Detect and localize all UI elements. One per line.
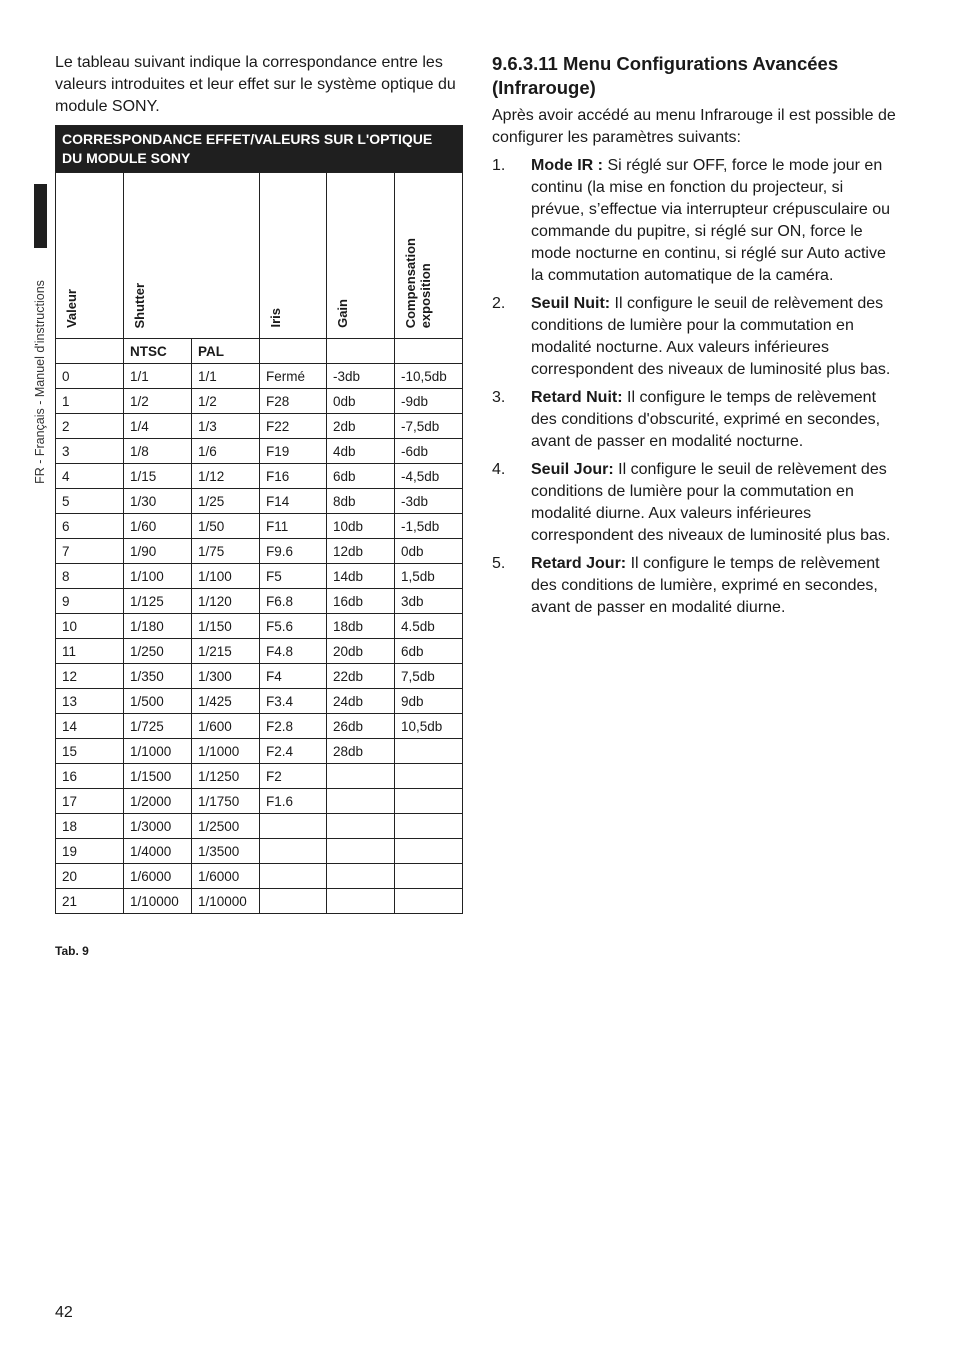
cell-gain: -3db (327, 364, 395, 389)
cell-iris: F22 (260, 414, 327, 439)
cell-iris: F19 (260, 439, 327, 464)
item-term: Retard Nuit: (531, 389, 623, 406)
cell-shutter-pal: 1/6000 (192, 864, 260, 889)
item-number: 1. (492, 157, 506, 174)
cell-valeur: 21 (56, 889, 124, 914)
cell-iris: F2.4 (260, 739, 327, 764)
cell-shutter-pal: 1/2 (192, 389, 260, 414)
cell-shutter-ntsc: 1/725 (124, 714, 192, 739)
table-title: CORRESPONDANCE EFFET/VALEURS SUR L'OPTIQUE DU MODULE SONY (56, 126, 463, 173)
cell-shutter-ntsc: 1/180 (124, 614, 192, 639)
cell-gain (327, 864, 395, 889)
header-gain: Gain (327, 173, 395, 339)
cell-valeur: 6 (56, 514, 124, 539)
cell-valeur: 12 (56, 664, 124, 689)
table-row (56, 689, 463, 714)
cell-shutter-ntsc: 1/2000 (124, 789, 192, 814)
item-number: 5. (492, 555, 506, 572)
list-item (492, 387, 897, 453)
item-term: Retard Jour: (531, 555, 627, 572)
cell-compensation: -4,5db (395, 464, 463, 489)
table-row (56, 789, 463, 814)
cell-shutter-ntsc: 1/15 (124, 464, 192, 489)
cell-valeur: 14 (56, 714, 124, 739)
table-row (56, 439, 463, 464)
side-label: FR - Français - Manuel d'instructions (33, 280, 47, 484)
cell-valeur: 8 (56, 564, 124, 589)
item-text: Il configure le temps de relèvement des conditions de lumière, exprimé en secondes, avant de passer en modalité diurne. (531, 555, 880, 616)
cell-valeur: 13 (56, 689, 124, 714)
item-body (531, 387, 897, 453)
cell-valeur: 2 (56, 414, 124, 439)
table-row (56, 564, 463, 589)
item-term: Mode IR : (531, 157, 603, 174)
cell-compensation: 7,5db (395, 664, 463, 689)
cell-iris: F9.6 (260, 539, 327, 564)
cell-shutter-pal: 1/75 (192, 539, 260, 564)
side-tab-marker (34, 184, 47, 248)
cell-shutter-pal: 1/150 (192, 614, 260, 639)
item-number: 4. (492, 461, 506, 478)
list-item (492, 553, 897, 619)
cell-shutter-pal: 1/215 (192, 639, 260, 664)
cell-shutter-pal: 1/1 (192, 364, 260, 389)
cell-valeur: 17 (56, 789, 124, 814)
cell-shutter-ntsc: 1/500 (124, 689, 192, 714)
cell-gain: 12db (327, 539, 395, 564)
cell-shutter-ntsc: 1/4 (124, 414, 192, 439)
cell-valeur: 1 (56, 389, 124, 414)
item-body (531, 155, 897, 287)
cell-iris: F28 (260, 389, 327, 414)
table-row (56, 464, 463, 489)
table-row (56, 364, 463, 389)
cell-valeur: 4 (56, 464, 124, 489)
cell-shutter-pal: 1/425 (192, 689, 260, 714)
cell-iris (260, 864, 327, 889)
table-row (56, 814, 463, 839)
table-row (56, 714, 463, 739)
cell-valeur: 18 (56, 814, 124, 839)
cell-shutter-pal: 1/6 (192, 439, 260, 464)
cell-compensation: 6db (395, 639, 463, 664)
cell-shutter-ntsc: 1/60 (124, 514, 192, 539)
table-row (56, 614, 463, 639)
cell-iris: F4 (260, 664, 327, 689)
table-row (56, 764, 463, 789)
cell-gain (327, 889, 395, 914)
cell-iris (260, 839, 327, 864)
cell-gain: 20db (327, 639, 395, 664)
cell-shutter-ntsc: 1/10000 (124, 889, 192, 914)
table-row (56, 514, 463, 539)
item-number: 3. (492, 389, 506, 406)
cell-iris: F16 (260, 464, 327, 489)
cell-gain: 8db (327, 489, 395, 514)
section-heading: 9.6.3.11 Menu Configurations Avancées (Infrarouge) (492, 53, 839, 98)
header-valeur: Valeur (56, 173, 124, 339)
item-text: Il configure le temps de relèvement des conditions d'obscurité, exprimé en secondes, avant de passer en modalité nocturne. (531, 389, 881, 450)
header-compensation: Compensation exposition (395, 173, 463, 339)
cell-iris (260, 814, 327, 839)
cell-iris: F2.8 (260, 714, 327, 739)
sub-pal: PAL (192, 339, 260, 364)
table-row (56, 389, 463, 414)
list-item (492, 293, 897, 381)
cell-shutter-pal: 1/600 (192, 714, 260, 739)
table-row (56, 864, 463, 889)
cell-compensation (395, 789, 463, 814)
cell-valeur: 10 (56, 614, 124, 639)
cell-shutter-ntsc: 1/1500 (124, 764, 192, 789)
cell-gain: 22db (327, 664, 395, 689)
item-term: Seuil Jour: (531, 461, 614, 478)
cell-compensation (395, 864, 463, 889)
cell-shutter-pal: 1/3 (192, 414, 260, 439)
cell-shutter-ntsc: 1/1000 (124, 739, 192, 764)
item-text: Il configure le seuil de relèvement des conditions de lumière pour la commutation en modalité nocturne. Aux valeurs inférieures correspondent des niveaux de luminosité plus bas. (531, 295, 891, 378)
cell-iris: F1.6 (260, 789, 327, 814)
cell-compensation (395, 839, 463, 864)
cell-compensation (395, 764, 463, 789)
cell-compensation: -6db (395, 439, 463, 464)
cell-compensation: 4.5db (395, 614, 463, 639)
sub-empty (395, 339, 463, 364)
cell-compensation (395, 739, 463, 764)
cell-gain: 24db (327, 689, 395, 714)
page-number: 42 (55, 1304, 73, 1321)
cell-valeur: 20 (56, 864, 124, 889)
sub-ntsc: NTSC (124, 339, 192, 364)
cell-shutter-pal: 1/1250 (192, 764, 260, 789)
table-row (56, 889, 463, 914)
cell-shutter-pal: 1/100 (192, 564, 260, 589)
cell-iris: F3.4 (260, 689, 327, 714)
cell-iris: F5 (260, 564, 327, 589)
table-row (56, 639, 463, 664)
header-shutter: Shutter (124, 173, 260, 339)
cell-shutter-pal: 1/3500 (192, 839, 260, 864)
item-text: Si réglé sur OFF, force le mode jour en continu (la mise en fonction du projecteur, si prévue, s’effectue via interrupteur crépusculaire ou commande du pupitre, si réglé sur ON, force le mode nocturne en continu, si réglé sur Auto active la commutation automatique de la caméra. (531, 157, 891, 284)
cell-gain (327, 839, 395, 864)
cell-shutter-ntsc: 1/8 (124, 439, 192, 464)
table-row (56, 664, 463, 689)
cell-shutter-ntsc: 1/350 (124, 664, 192, 689)
cell-iris: F4.8 (260, 639, 327, 664)
cell-compensation: -9db (395, 389, 463, 414)
section-advanced-ir (492, 52, 897, 625)
cell-gain (327, 764, 395, 789)
cell-compensation: -7,5db (395, 414, 463, 439)
table-row (56, 839, 463, 864)
cell-gain (327, 789, 395, 814)
cell-compensation: -3db (395, 489, 463, 514)
cell-gain: 2db (327, 414, 395, 439)
sub-empty (327, 339, 395, 364)
cell-shutter-ntsc: 1/90 (124, 539, 192, 564)
cell-iris (260, 889, 327, 914)
cell-shutter-pal: 1/2500 (192, 814, 260, 839)
cell-iris: F6.8 (260, 589, 327, 614)
cell-gain: 18db (327, 614, 395, 639)
cell-gain: 10db (327, 514, 395, 539)
cell-valeur: 3 (56, 439, 124, 464)
cell-shutter-ntsc: 1/1 (124, 364, 192, 389)
sony-optics-table (55, 125, 463, 914)
cell-shutter-pal: 1/120 (192, 589, 260, 614)
sub-empty (56, 339, 124, 364)
cell-shutter-ntsc: 1/4000 (124, 839, 192, 864)
item-number: 2. (492, 295, 506, 312)
cell-gain (327, 814, 395, 839)
cell-iris: F11 (260, 514, 327, 539)
table-row (56, 739, 463, 764)
cell-gain: 0db (327, 389, 395, 414)
cell-compensation: -10,5db (395, 364, 463, 389)
cell-shutter-pal: 1/300 (192, 664, 260, 689)
cell-shutter-ntsc: 1/100 (124, 564, 192, 589)
list-item (492, 155, 897, 287)
cell-gain: 28db (327, 739, 395, 764)
table-caption: Tab. 9 (55, 944, 89, 958)
cell-valeur: 11 (56, 639, 124, 664)
cell-compensation: 10,5db (395, 714, 463, 739)
cell-valeur: 19 (56, 839, 124, 864)
cell-gain: 26db (327, 714, 395, 739)
cell-iris: F14 (260, 489, 327, 514)
cell-compensation (395, 889, 463, 914)
cell-shutter-ntsc: 1/30 (124, 489, 192, 514)
table-row (56, 589, 463, 614)
cell-compensation (395, 814, 463, 839)
cell-shutter-pal: 1/10000 (192, 889, 260, 914)
cell-shutter-pal: 1/1750 (192, 789, 260, 814)
list-item (492, 459, 897, 547)
cell-shutter-ntsc: 1/3000 (124, 814, 192, 839)
cell-shutter-ntsc: 1/2 (124, 389, 192, 414)
cell-compensation: 9db (395, 689, 463, 714)
item-text: Il configure le seuil de relèvement des conditions de lumière pour la commutation en modalité diurne. Aux valeurs inférieures correspondent des niveaux de luminosité plus bas. (531, 461, 891, 544)
cell-valeur: 9 (56, 589, 124, 614)
cell-gain: 4db (327, 439, 395, 464)
item-term: Seuil Nuit: (531, 295, 611, 312)
cell-gain: 6db (327, 464, 395, 489)
cell-compensation: 1,5db (395, 564, 463, 589)
cell-gain: 16db (327, 589, 395, 614)
cell-iris: F2 (260, 764, 327, 789)
table-row (56, 539, 463, 564)
header-iris: Iris (260, 173, 327, 339)
cell-compensation: 0db (395, 539, 463, 564)
cell-shutter-ntsc: 1/125 (124, 589, 192, 614)
cell-iris: F5.6 (260, 614, 327, 639)
item-body (531, 553, 897, 619)
cell-shutter-pal: 1/50 (192, 514, 260, 539)
cell-shutter-pal: 1/25 (192, 489, 260, 514)
section-lead: Après avoir accédé au menu Infrarouge il est possible de configurer les paramètres suivants: (492, 107, 896, 146)
item-body (531, 459, 897, 547)
cell-shutter-ntsc: 1/250 (124, 639, 192, 664)
cell-gain: 14db (327, 564, 395, 589)
item-body (531, 293, 897, 381)
cell-valeur: 5 (56, 489, 124, 514)
cell-valeur: 7 (56, 539, 124, 564)
cell-shutter-pal: 1/1000 (192, 739, 260, 764)
cell-compensation: -1,5db (395, 514, 463, 539)
table-row (56, 489, 463, 514)
sub-empty (260, 339, 327, 364)
cell-valeur: 15 (56, 739, 124, 764)
cell-valeur: 0 (56, 364, 124, 389)
cell-valeur: 16 (56, 764, 124, 789)
intro-paragraph: Le tableau suivant indique la correspondance entre les valeurs introduites et leur effet sur le système optique du module SONY. (55, 54, 456, 115)
table-row (56, 414, 463, 439)
cell-shutter-pal: 1/12 (192, 464, 260, 489)
cell-compensation: 3db (395, 589, 463, 614)
cell-shutter-ntsc: 1/6000 (124, 864, 192, 889)
settings-list (492, 155, 897, 619)
cell-iris: Fermé (260, 364, 327, 389)
